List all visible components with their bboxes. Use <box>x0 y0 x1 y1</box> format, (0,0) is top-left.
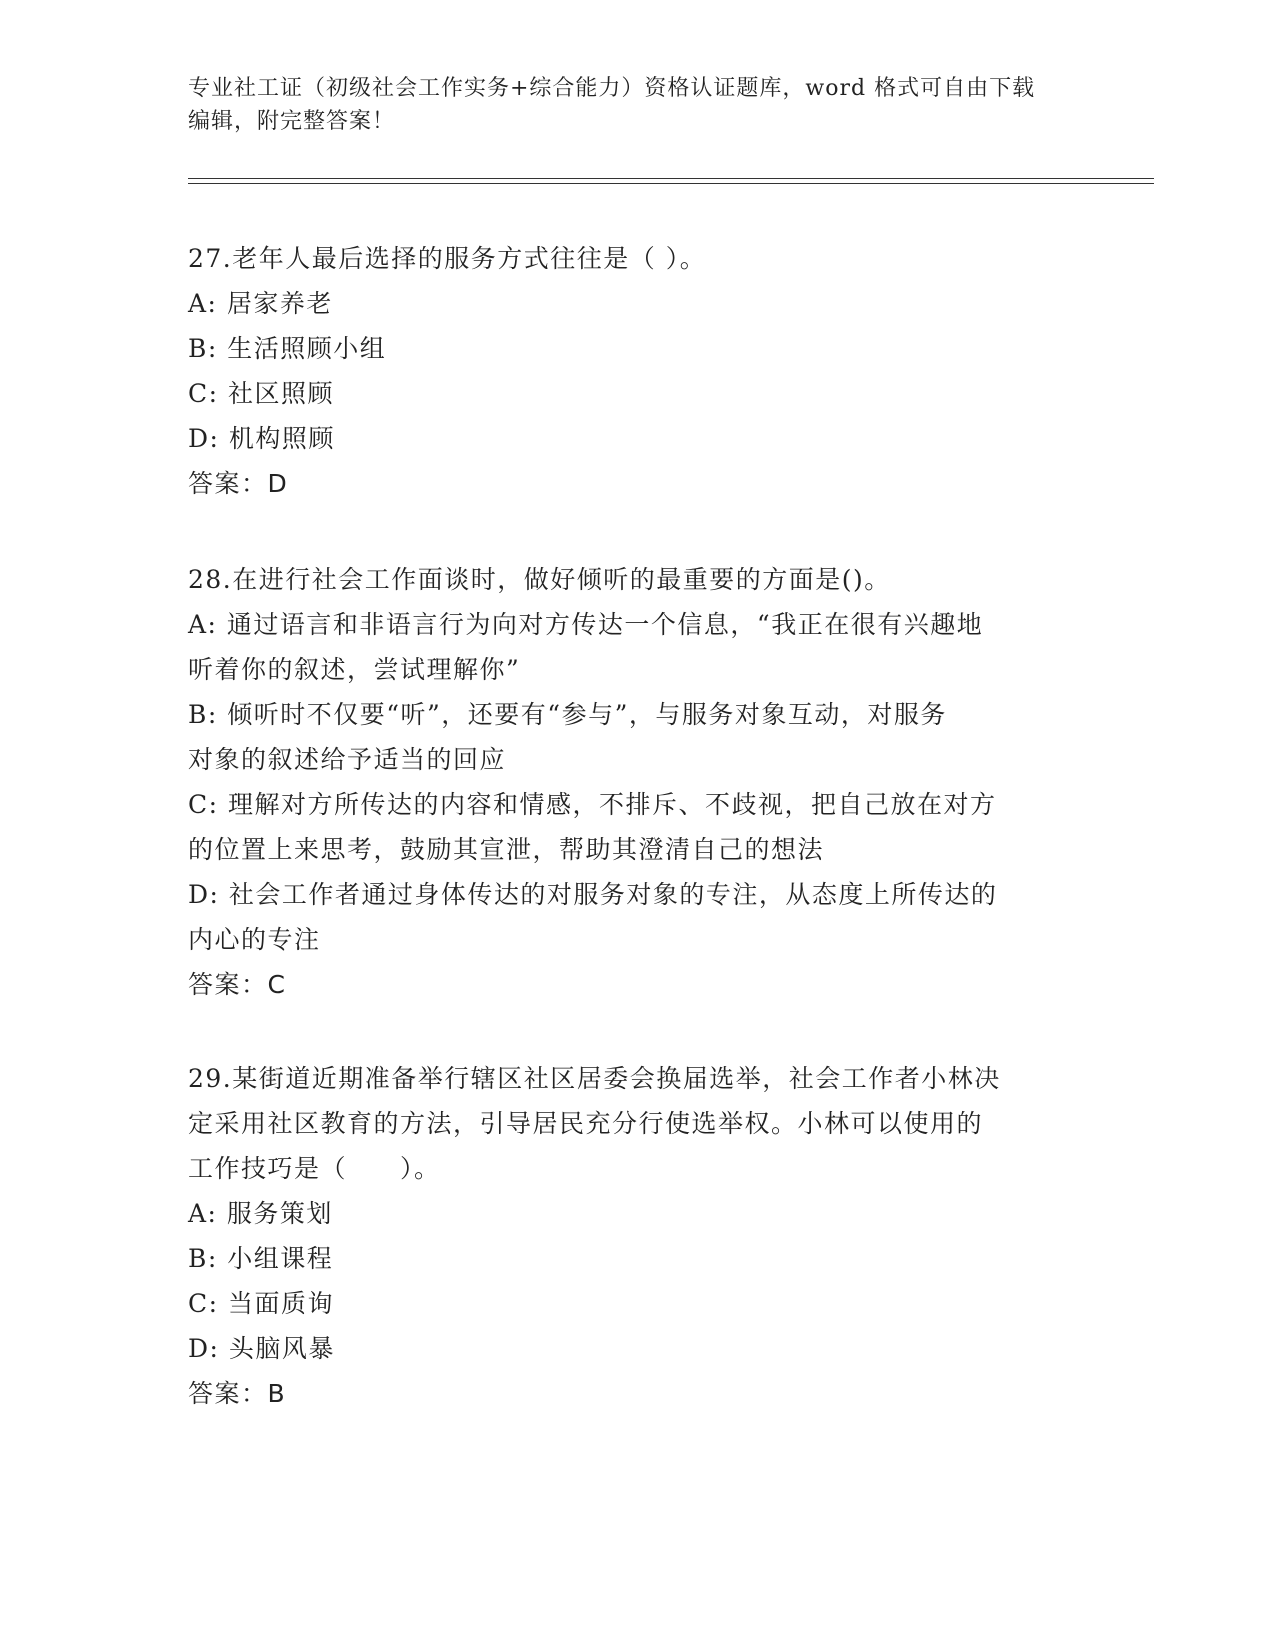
option-b: B: 生活照顾小组 <box>188 334 387 363</box>
answer: 答案：B <box>188 1379 287 1408</box>
header-line-2: 编辑，附完整答案！ <box>188 109 396 134</box>
option-a: A: 服务策划 <box>188 1199 333 1228</box>
question-stem-line-1: 29.某街道近期准备举行辖区社区居委会换届选举，社会工作者小林决 <box>188 1064 1001 1093</box>
option-c-line-1: C: 理解对方所传达的内容和情感，不排斥、不歧视，把自己放在对方 <box>188 790 997 819</box>
option-d-line-2: 内心的专注 <box>188 925 321 954</box>
option-c-line-2: 的位置上来思考，鼓励其宣泄，帮助其澄清自己的想法 <box>188 835 825 864</box>
option-d-line-1: D: 社会工作者通过身体传达的对服务对象的专注，从态度上所传达的 <box>188 880 998 909</box>
option-c: C: 当面质询 <box>188 1289 334 1318</box>
header-rule-bottom <box>188 183 1154 184</box>
option-d: D: 机构照顾 <box>188 424 335 453</box>
option-a-line-1: A: 通过语言和非语言行为向对方传达一个信息，“我正在很有兴趣地 <box>188 610 984 639</box>
question-28 <box>188 557 1088 1007</box>
page-header <box>188 72 1088 138</box>
option-b-line-2: 对象的叙述给予适当的回应 <box>188 745 507 774</box>
question-stem-line-2: 定采用社区教育的方法，引导居民充分行使选举权。小林可以使用的 <box>188 1109 984 1138</box>
option-b-line-1: B: 倾听时不仅要“听”，还要有“参与”，与服务对象互动，对服务 <box>188 700 947 729</box>
question-stem-line-3: 工作技巧是（ ）。 <box>188 1154 441 1183</box>
header-line-1: 专业社工证（初级社会工作实务+综合能力）资格认证题库，word 格式可自由下载 <box>188 76 1036 101</box>
answer: 答案：C <box>188 970 287 999</box>
option-d: D: 头脑风暴 <box>188 1334 335 1363</box>
answer: 答案：D <box>188 469 289 498</box>
option-a: A: 居家养老 <box>188 289 333 318</box>
question-27 <box>188 236 1088 506</box>
question-29 <box>188 1056 1088 1416</box>
option-b: B: 小组课程 <box>188 1244 334 1273</box>
option-c: C: 社区照顾 <box>188 379 334 408</box>
question-stem: 27.老年人最后选择的服务方式往往是（ ）。 <box>188 244 707 273</box>
option-a-line-2: 听着你的叙述，尝试理解你” <box>188 655 521 684</box>
header-rule-top <box>188 178 1154 179</box>
question-stem: 28.在进行社会工作面谈时，做好倾听的最重要的方面是()。 <box>188 565 891 594</box>
